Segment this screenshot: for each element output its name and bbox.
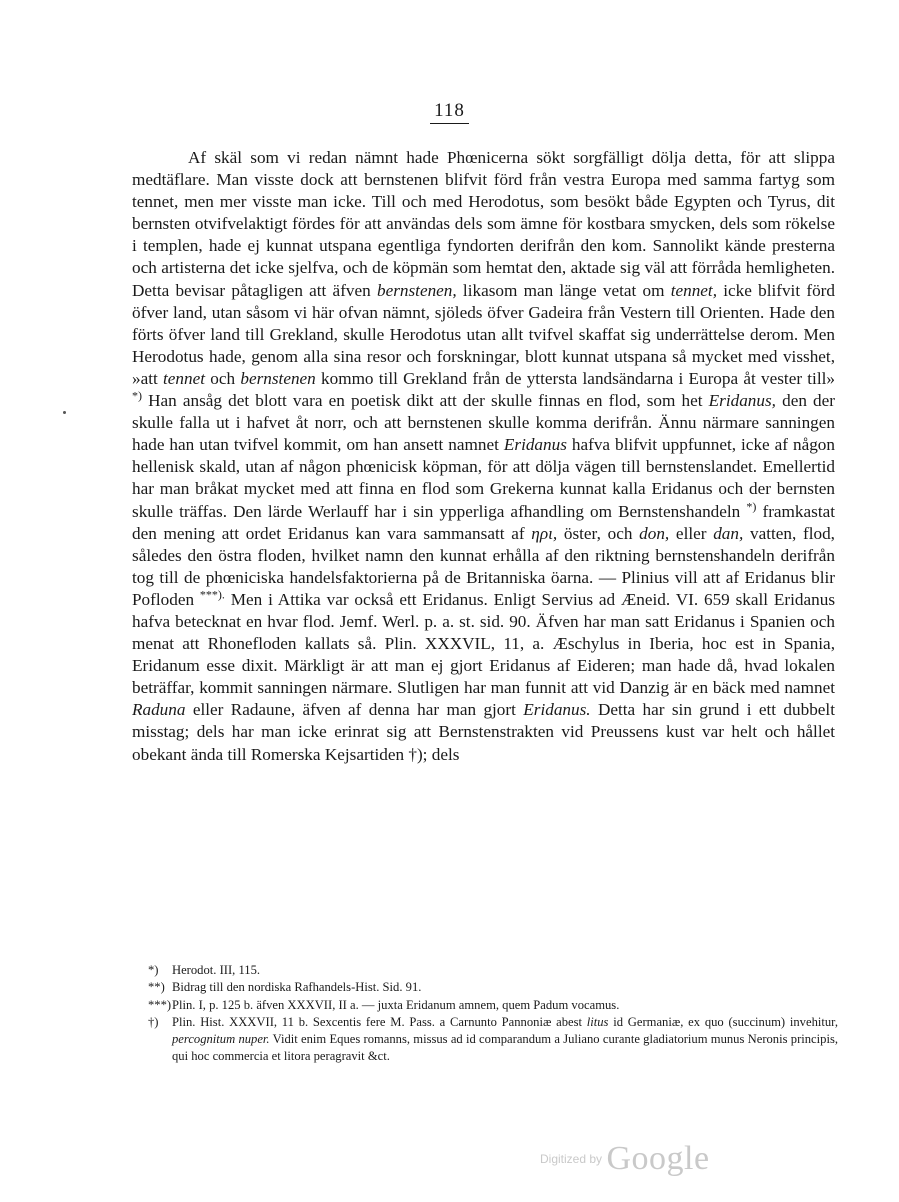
italic-run: don, <box>639 523 670 543</box>
text-run: Af skäl som vi redan nämnt hade Phœnicerna sökt sorgfälligt dölja detta, för att slippa medtäflare. Man visste dock att bernstenen blifvit förd från vestra Europa med samma fartyg som tennet, men mer visste man icke. Till och med Herodotus, som besökt både Egypten och Tyrus, dit bernsten otvifvelaktigt fördes för att användas dels som ämne för kostbara smycken, dels som rökelse i templen, hade ej kunnat utspana egentliga fyndorten derifrån den kom. Sannolikt kände presterna och artisterna det icke sjelfva, och de köpmän som hemtat den, aktade sig väl att förråda hemligheten. Detta bevisar påtagligen att äfven <box>132 148 835 300</box>
text-run: Plin. Hist. XXXVII, 11 b. Sexcentis fere M. Pass. a Carnunto Pannoniæ abest <box>172 1014 587 1029</box>
text-run: vatten, flod, således den östra floden, hvilket namn den kunnat erhålla af den riktning bernstenshandeln derifrån tog till de phœniciska handelsfaktorierna på de Britanniska öarna. — Plinius vill att af Eridanus blir Pofloden <box>132 523 835 609</box>
text-run: den der skulle falla ut i hafvet åt norr, och att bernstenen skulle komma derifrån. Ännu närmare sanningen hade han utan tvifvel kommit, om han ansett namnet <box>132 391 835 455</box>
footnote-mark: *) <box>148 963 159 977</box>
text-run: och <box>205 368 241 388</box>
text-run: öster, och <box>557 523 640 543</box>
text-run: id Germaniæ, ex quo (succinum) invehitur, <box>608 1014 839 1029</box>
footnote-ref: ***). <box>199 587 225 602</box>
footnote-mark: ***) <box>148 997 172 1012</box>
footnote-mark: †) <box>148 1014 159 1029</box>
footnote-ref: *) <box>746 498 757 513</box>
page-number: 118 <box>0 100 899 124</box>
italic-run: tennet <box>163 368 206 388</box>
main-paragraph <box>132 147 835 766</box>
italic-run: Eridanus. <box>523 700 591 720</box>
text-run: eller <box>669 523 714 543</box>
text-run: icke blifvit förd öfver land, utan såsom vi här ofvan nämnt, sjöleds öfver Gadeira från Vestern till Orienten. Hade den förts öfver land till Grekland, skulle Herodotus utan allt tvifvel skaffat sig underrättelse derom. Men Herodotus hade, genom alla sina resor och forskningar, blott kunnat utspana så mycket med visshet, »att <box>132 280 835 388</box>
italic-run: ηρι, <box>531 523 558 543</box>
footnote-text <box>172 1014 838 1066</box>
italic-run: Raduna <box>132 700 186 720</box>
text-run: kommo till Grekland från de yttersta landsändarna i Europa åt vester till» <box>315 368 835 388</box>
italic-run: dan, <box>713 523 744 543</box>
footnote-text: Herodot. III, 115. <box>172 963 261 977</box>
italic-run: tennet, <box>670 280 717 300</box>
footnote-text: Bidrag till den nordiska Rafhandels-Hist. Sid. 91. <box>172 980 422 995</box>
footnote-mark: **) <box>148 980 165 995</box>
text-run: Vidit enim Eques romanns, missus ad id comparandum a Juliano curante gladiatorium munus Neronis principis, qui hoc commercia et litora peragravit &ct. <box>172 1032 838 1064</box>
italic-run: Eridanus <box>503 435 567 455</box>
italic-run: Eridanus, <box>708 391 776 411</box>
italic-run: percognitum nuper. <box>172 1032 270 1047</box>
footnote-ref: *) <box>132 388 142 403</box>
google-logo: Google <box>606 1140 710 1177</box>
google-watermark <box>540 1140 710 1178</box>
text-run: Men i Attika var också ett Eridanus. Enligt Servius ad Æneid. VI. 659 skall Eridanus hafva betecknat en hvar flod. Jemf. Werl. p. a. st. sid. 90. Äfven har man satt Eridanus i Spanien och menat att Rhonefloden kallats så. Plin. XXXVIL, 11, a. Æschylus in Iberia, hoc est in Spania, Eridanum esse dixit. Märkligt är att man ej gjort Eridanus af Eideren; man hade då, hvad lokalen beträffar, kommit sanningen närmare. Slutligen har man funnit att vid Danzig är en bäck med namnet <box>132 589 836 698</box>
text-run: likasom man länge vetat om <box>456 280 671 300</box>
text-run: Detta har sin grund i ett dubbelt misstag; dels har man icke erinrat sig att Bernstenstrakten vid Preussens kust var helt och hållet obekant ända till Romerska Kejsartiden <box>132 700 835 764</box>
footnote <box>148 979 838 996</box>
footnote <box>148 962 838 979</box>
stray-mark <box>63 411 66 414</box>
text-run: hafva blifvit uppfunnet, icke af någon hellenisk skald, utan af någon phœnicisk köpman, för att dölja vägen till bernstenslandet. Emellertid har man bråkat mycket med att finna en flod som Grekerna kunnat kalla Eridanus och der bernsten skulle träffas. Den lärde Werlauff har i sin ypperliga afhandling om Bernstenshandeln <box>132 435 835 521</box>
text-run: dels <box>427 744 460 764</box>
italic-run: bernstenen <box>240 368 316 388</box>
italic-run: bernstenen, <box>376 280 457 300</box>
footnote <box>148 1014 838 1066</box>
text-run: eller Radaune, äfven af denna har man gjort <box>185 700 524 720</box>
text-run: framkastat den mening att ordet Eridanus kan vara sammansatt af <box>132 501 836 543</box>
footnote <box>148 997 838 1014</box>
footnotes <box>148 962 838 1066</box>
text-run: Han ansåg det blott vara en poetisk dikt att der skulle finnas en flod, som het <box>142 391 709 411</box>
footnote-text: Plin. I, p. 125 b. äfven XXXVII, II a. — juxta Eridanum amnem, quem Padum vocamus. <box>172 997 620 1012</box>
italic-run: litus <box>586 1014 609 1029</box>
watermark-prefix: Digitized by <box>540 1152 603 1166</box>
footnote-ref-dagger: †); <box>408 744 428 764</box>
